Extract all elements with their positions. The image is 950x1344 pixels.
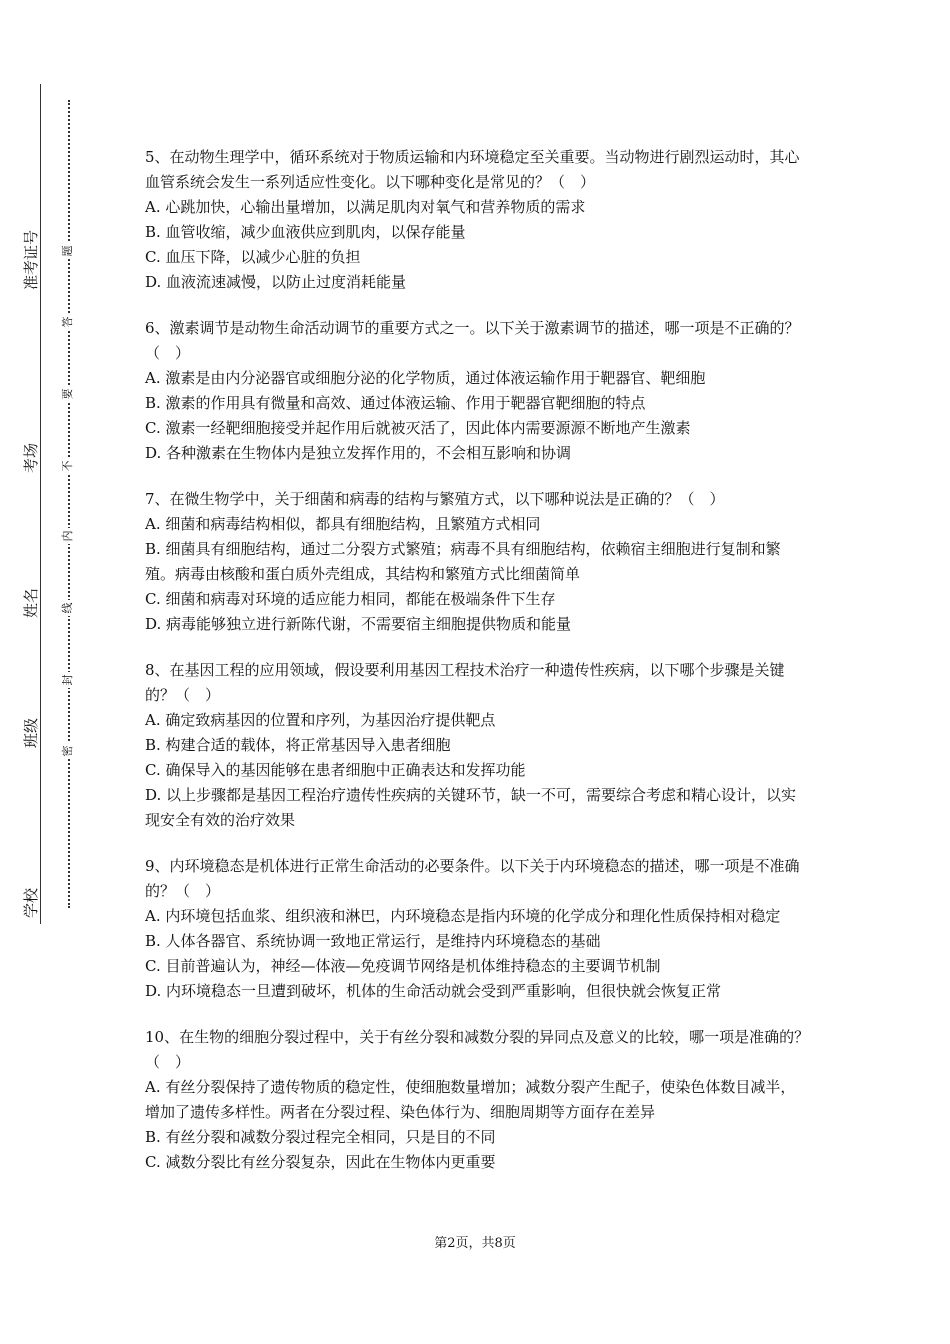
question-5 <box>145 145 810 295</box>
option-c: C. 目前普遍认为，神经—体液—免疫调节网络是机体维持稳态的主要调节机制 <box>145 957 661 975</box>
question-stem: 8、在基因工程的应用领域，假设要利用基因工程技术治疗一种遗传性疾病，以下哪个步骤是关键的？（ ） <box>145 661 785 704</box>
option-a: A. 细菌和病毒结构相似，都具有细胞结构，且繁殖方式相同 <box>145 515 541 533</box>
seal-char: 答 <box>62 314 74 330</box>
option-a: A. 有丝分裂保持了遗传物质的稳定性，使细胞数量增加；减数分裂产生配子，使染色体数目减半，增加了遗传多样性。两者在分裂过程、染色体行为、细胞周期等方面存在差异 <box>145 1078 796 1121</box>
page-number-footer: 第2页，共8页 <box>434 1236 516 1251</box>
option-d: D. 病毒能够独立进行新陈代谢，不需要宿主细胞提供物质和能量 <box>145 615 572 633</box>
class-label: 班级 <box>22 717 40 748</box>
option-c: C. 血压下降，以减少心脏的负担 <box>145 248 361 266</box>
question-stem: 9、内环境稳态是机体进行正常生命活动的必要条件。以下关于内环境稳态的描述，哪一项是不准确的？（ ） <box>145 857 800 900</box>
question-list <box>145 145 810 1196</box>
question-10 <box>145 1025 810 1175</box>
question-7 <box>145 487 810 637</box>
exam-number-label: 准考证号 <box>22 229 40 290</box>
exam-room-label: 考场 <box>22 442 40 473</box>
option-c: C. 激素一经靶细胞接受并起作用后就被灭活了，因此体内需要源源不断地产生激素 <box>145 419 691 437</box>
school-label: 学校 <box>22 887 40 918</box>
question-stem: 5、在动物生理学中，循环系统对于物质运输和内环境稳定至关重要。当动物进行剧烈运动时，其心血管系统会发生一系列适应性变化。以下哪种变化是常见的？（ ） <box>145 148 800 191</box>
option-b: B. 细菌具有细胞结构，通过二分裂方式繁殖；病毒不具有细胞结构，依赖宿主细胞进行复制和繁殖。病毒由核酸和蛋白质外壳组成，其结构和繁殖方式比细菌简单 <box>145 540 781 583</box>
seal-char: 不 <box>62 458 74 474</box>
seal-char: 线 <box>62 600 74 616</box>
question-stem: 6、激素调节是动物生命活动调节的重要方式之一。以下关于激素调节的描述，哪一项是不正确的？（ ） <box>145 319 800 362</box>
option-d: D. 血液流速减慢，以防止过度消耗能量 <box>145 273 407 291</box>
name-label: 姓名 <box>22 587 40 618</box>
option-c: C. 细菌和病毒对环境的适应能力相同，都能在极端条件下生存 <box>145 590 556 608</box>
option-d: D. 各种激素在生物体内是独立发挥作用的，不会相互影响和协调 <box>145 444 572 462</box>
question-stem: 10、在生物的细胞分裂过程中，关于有丝分裂和减数分裂的异同点及意义的比较，哪一项是准确的？（ ） <box>145 1028 810 1071</box>
seal-dotted-line <box>68 100 70 908</box>
option-a: A. 激素是由内分泌器官或细胞分泌的化学物质，通过体液运输作用于靶器官、靶细胞 <box>145 369 706 387</box>
option-b: B. 人体各器官、系统协调一致地正常运行，是维持内环境稳态的基础 <box>145 932 601 950</box>
option-a: A. 内环境包括血浆、组织液和淋巴，内环境稳态是指内环境的化学成分和理化性质保持相对稳定 <box>145 907 781 925</box>
seal-char: 封 <box>62 672 74 688</box>
seal-char: 题 <box>62 243 74 259</box>
question-stem: 7、在微生物学中，关于细菌和病毒的结构与繁殖方式，以下哪种说法是正确的？（ ） <box>145 490 725 508</box>
option-c: C. 确保导入的基因能够在患者细胞中正确表达和发挥功能 <box>145 761 526 779</box>
option-b: B. 有丝分裂和减数分裂过程完全相同，只是目的不同 <box>145 1128 496 1146</box>
option-c: C. 减数分裂比有丝分裂复杂，因此在生物体内更重要 <box>145 1153 496 1171</box>
seal-char: 内 <box>62 528 74 544</box>
option-a: A. 确定致病基因的位置和序列，为基因治疗提供靶点 <box>145 711 496 729</box>
question-8 <box>145 658 810 833</box>
option-a: A. 心跳加快，心输出量增加，以满足肌肉对氧气和营养物质的需求 <box>145 198 586 216</box>
binding-line <box>40 84 41 924</box>
option-b: B. 激素的作用具有微量和高效、通过体液运输、作用于靶器官靶细胞的特点 <box>145 394 646 412</box>
option-b: B. 构建合适的载体，将正常基因导入患者细胞 <box>145 736 451 754</box>
seal-char: 要 <box>62 386 74 402</box>
seal-char: 密 <box>62 743 74 759</box>
option-b: B. 血管收缩，减少血液供应到肌肉，以保存能量 <box>145 223 466 241</box>
question-6 <box>145 316 810 466</box>
option-d: D. 以上步骤都是基因工程治疗遗传性疾病的关键环节，缺一不可，需要综合考虑和精心设计，以实现安全有效的治疗效果 <box>145 786 797 829</box>
question-9 <box>145 854 810 1004</box>
option-d: D. 内环境稳态一旦遭到破坏，机体的生命活动就会受到严重影响，但很快就会恢复正常 <box>145 982 722 1000</box>
